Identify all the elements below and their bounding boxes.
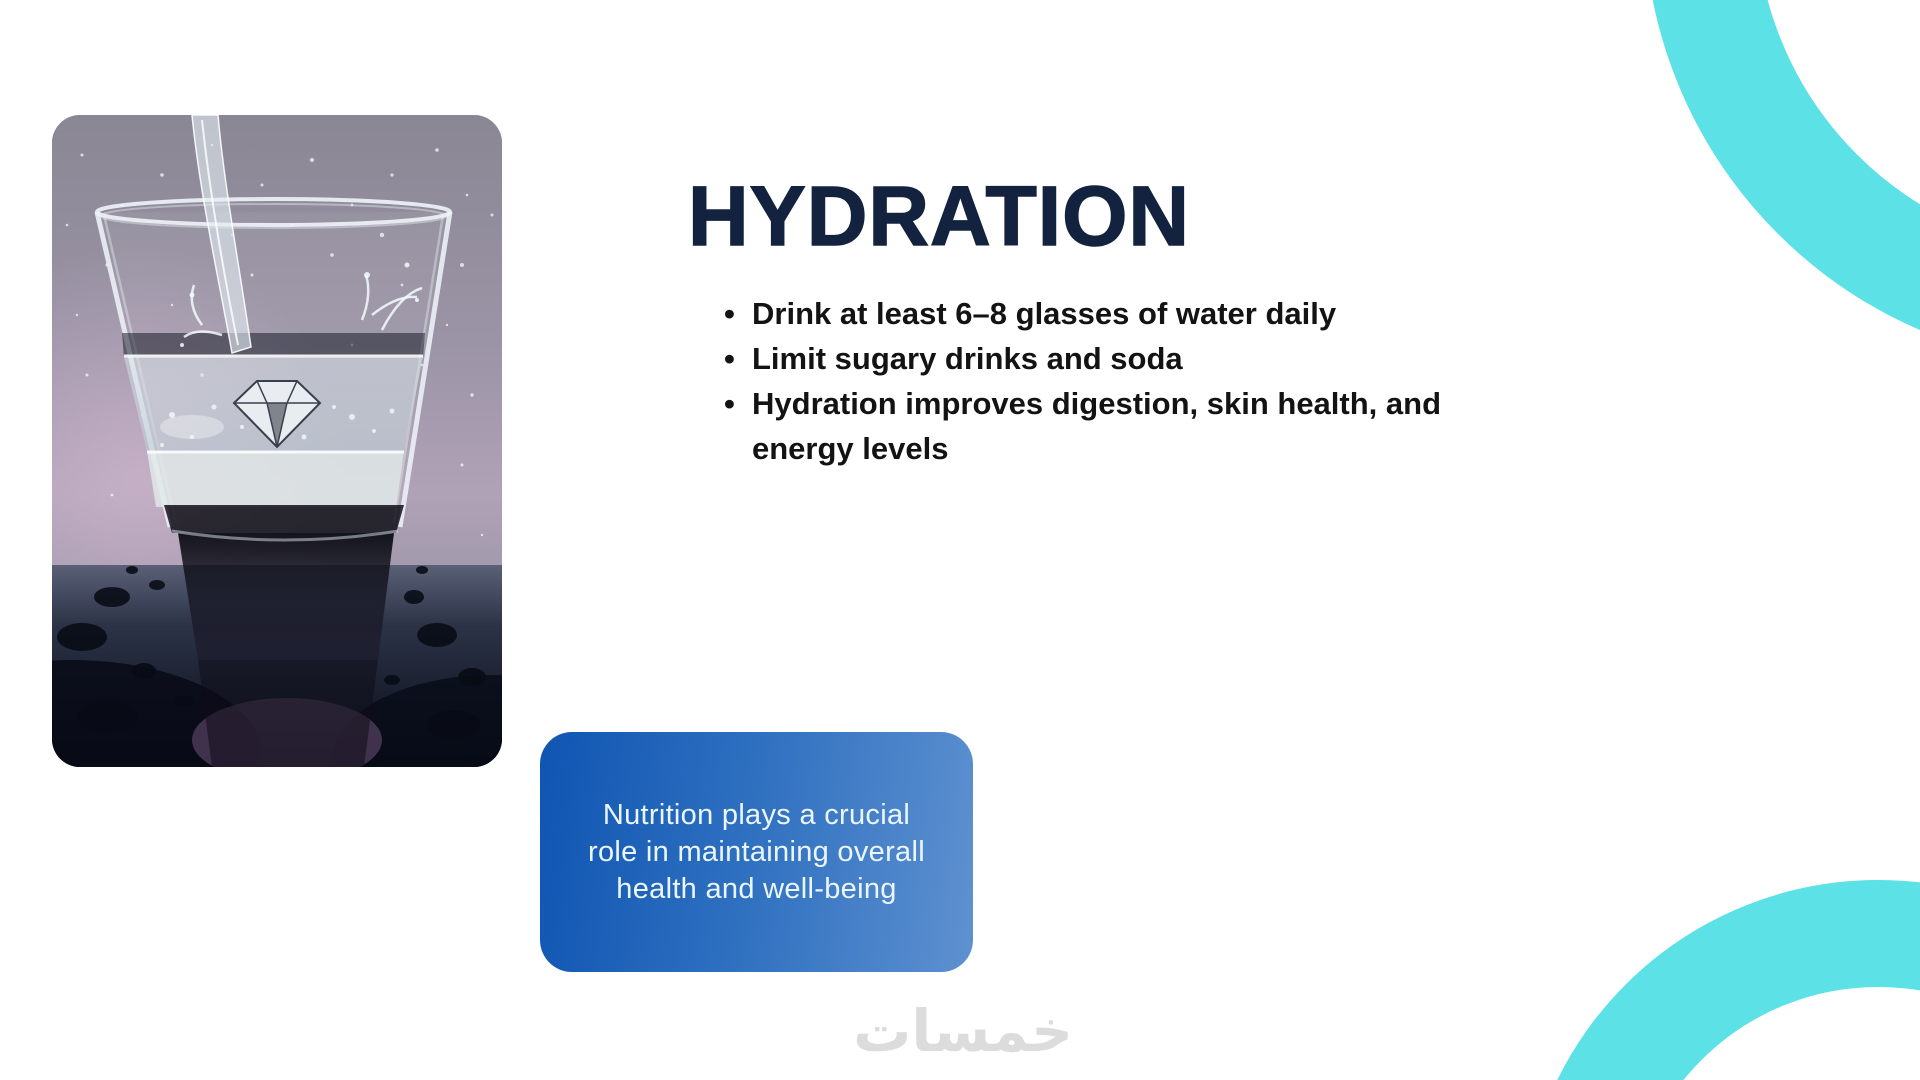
- bullet-list: [722, 291, 1452, 471]
- slide-title: HYDRATION: [688, 169, 1191, 264]
- water-glass-illustration: [52, 115, 502, 767]
- callout-line: health and well-being: [616, 872, 897, 905]
- teal-ring-bottom-right-decoration: [1521, 880, 1920, 1080]
- nutrition-callout-box: [540, 732, 973, 972]
- nutrition-callout-text: [588, 797, 925, 908]
- callout-line: Nutrition plays a crucial: [602, 798, 911, 831]
- teal-ring-top-right-decoration: [1644, 0, 1920, 367]
- water-glass-photo: [52, 115, 502, 767]
- callout-line: role in maintaining overall: [588, 835, 925, 868]
- bullet-item: • Drink at least 6–8 glasses of water daily: [722, 291, 1452, 336]
- bullet-item: • Limit sugary drinks and soda: [722, 336, 1452, 381]
- bullet-item: • Hydration improves digestion, skin health, and energy levels: [722, 381, 1452, 471]
- khamsat-watermark: خمسات: [853, 997, 1073, 1065]
